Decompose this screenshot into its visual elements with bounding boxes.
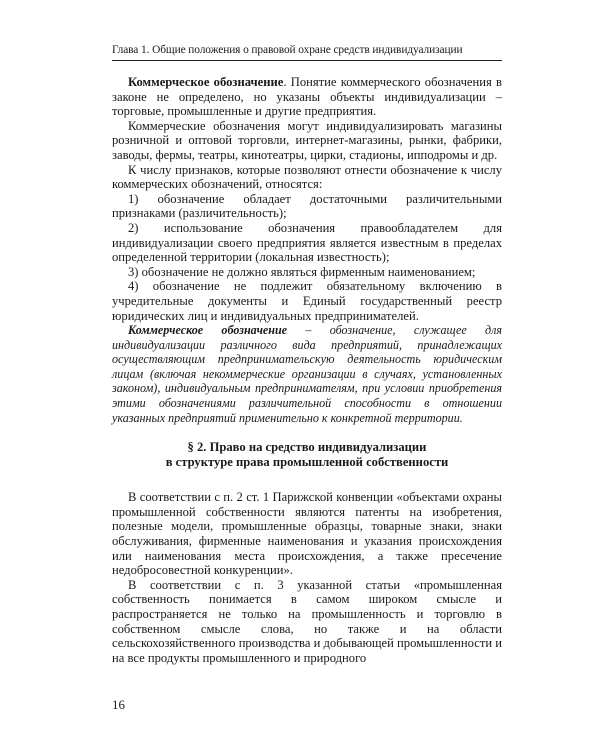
paragraph: В соответствии с п. 3 указанной статьи «промышленная собственность понимается в самом широком смысле и распространяется не только на промышленность и торговлю в собственном смысле слова, но также и на области сельскохозяйственного производства и добывающей промышленности и на все продукты промышленного и природного [112,577,502,665]
list-item: 4) обозначение не подлежит обязательному включению в учредительные документы и Единый государственный реестр юридических лиц и индивидуальных предпринимателей. [112,279,502,323]
body-text [112,75,502,665]
page-number: 16 [112,697,125,712]
list-item: 3) обозначение не должно являться фирменным наименованием; [128,264,476,279]
definition-term: Коммерческое обозначение [128,323,288,338]
section-heading-line-2: в структуре права промышленной собственности [165,455,449,470]
definition-text: – обозначение, служащее для индивидуализации различного вида предприятий, принадлежащих осуществляющим предпринимательскую деятельность юридическим лицам (включая некоммерческие организации в случаях, установленных законом), индивидуальным предпринимателям, при условии приобретения этими обозначениями различительной способности в отношении указанных предприятий применительно к конкретной территории. [112,323,502,425]
list-item: 2) использование обозначения правообладателем для индивидуализации своего предприятия является известным в пределах определенной территории (локальная известность); [112,220,502,265]
term-commercial-designation: Коммерческое обозначение [128,75,284,89]
list-item: 1) обозначение обладает достаточными различительными признаками (различительность); [112,191,502,221]
paragraph-text: . Понятие коммерческого обозначения в законе не определено, но указаны объекты индивидуализации – торговые, промышленные и другие предприятия. [112,75,503,119]
paragraph: Коммерческие обозначения могут индивидуализировать магазины розничной и оптовой торговли, интернет-магазины, рынки, фабрики, заводы, фермы, театры, кинотеатры, цирки, стадионы, ипподромы и др. [112,118,502,162]
section-heading [112,440,502,470]
paragraph-commercial-designation [112,75,502,119]
definition-paragraph [112,323,502,425]
paragraph: В соответствии с п. 2 ст. 1 Парижской конвенции «объектами охраны промышленной собственности являются патенты на изобретения, полезные модели, промышленные образцы, товарные знаки, знаки обслуживания, фирменные наименования и указания происхождения или наименования места происхождения, а также пресечение недобросовестной конкуренции». [112,490,502,578]
paragraph: К числу признаков, которые позволяют отнести обозначение к числу коммерческих обозначений, относятся: [112,162,502,192]
section-heading-line-1: § 2. Право на средство индивидуализации [187,440,427,455]
header-rule [112,60,502,61]
running-head: Глава 1. Общие положения о правовой охране средств индивидуализации [112,44,463,56]
